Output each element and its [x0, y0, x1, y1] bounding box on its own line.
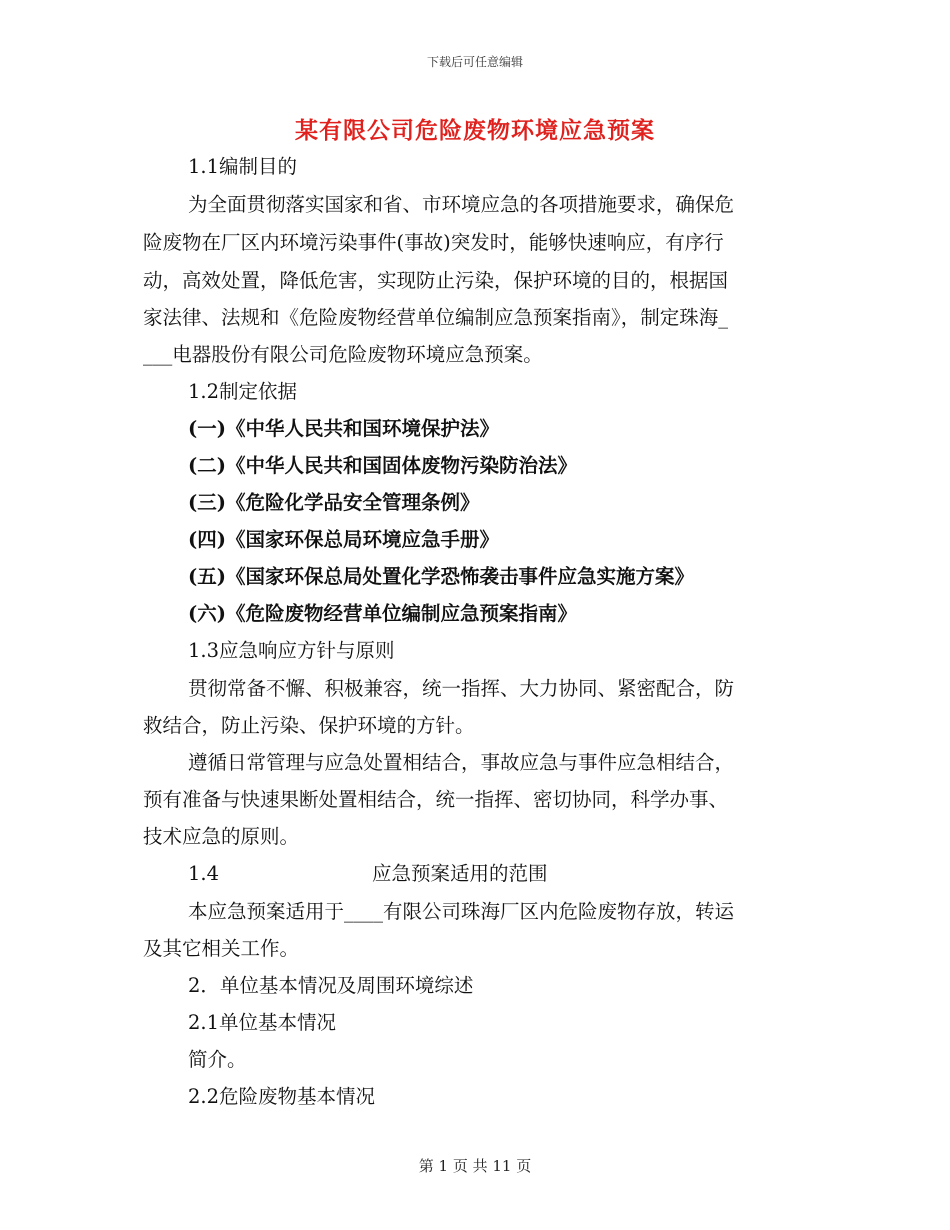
section-heading-2: 2．单位基本情况及周围环境综述 [188, 974, 474, 997]
paragraph-line: 遵循日常管理与应急处置相结合，事故应急与事件应急相结合， [188, 751, 735, 774]
reference-item: (四)《国家环保总局环境应急手册》 [188, 528, 499, 551]
section-heading-1-4: 应急预案适用的范围 [372, 862, 548, 885]
paragraph-line: 为全面贯彻落实国家和省、市环境应急的各项措施要求，确保危 [188, 193, 735, 216]
paragraph-line: 本应急预案适用于____有限公司珠海厂区内危险废物存放，转运 [188, 900, 735, 923]
paragraph-line: 及其它相关工作。 [143, 937, 300, 960]
section-heading-2-1: 2.1单位基本情况 [188, 1011, 337, 1034]
section-number-1-4: 1.4 [188, 862, 220, 885]
paragraph-line: 简介。 [188, 1048, 247, 1071]
paragraph-line: ___电器股份有限公司危险废物环境应急预案。 [143, 343, 543, 366]
reference-item: (三)《危险化学品安全管理条例》 [188, 491, 480, 514]
section-heading-1-3: 1.3应急响应方针与原则 [188, 639, 395, 662]
page-footer: 第 1 页 共 11 页 [418, 1157, 532, 1175]
paragraph-line: 动，高效处置，降低危害，实现防止污染，保护环境的目的，根据国 [143, 269, 729, 292]
section-heading-1-2: 1.2制定依据 [188, 380, 298, 403]
document-title: 某有限公司危险废物环境应急预案 [295, 117, 655, 144]
section-heading-2-2: 2.2危险废物基本情况 [188, 1085, 376, 1108]
paragraph-line: 贯彻常备不懈、积极兼容，统一指挥、大力协同、紧密配合，防 [188, 677, 735, 700]
paragraph-line: 险废物在厂区内环境污染事件(事故)突发时，能够快速响应，有序行 [143, 231, 724, 254]
paragraph-line: 救结合，防止污染、保护环境的方针。 [143, 714, 475, 737]
reference-item: (五)《国家环保总局处置化学恐怖袭击事件应急实施方案》 [188, 565, 694, 588]
section-heading-1-1: 1.1编制目的 [188, 155, 298, 178]
paragraph-line: 技术应急的原则。 [143, 825, 300, 848]
paragraph-line: 家法律、法规和《危险废物经营单位编制应急预案指南》，制定珠海_ [143, 306, 729, 329]
reference-item: (六)《危险废物经营单位编制应急预案指南》 [188, 602, 577, 625]
paragraph-line: 预有准备与快速果断处置相结合，统一指挥、密切协同，科学办事、 [143, 788, 729, 811]
header-note: 下载后可任意编辑 [426, 55, 523, 69]
reference-item: (二)《中华人民共和国固体废物污染防治法》 [188, 454, 577, 477]
reference-item: (一)《中华人民共和国环境保护法》 [188, 417, 499, 440]
